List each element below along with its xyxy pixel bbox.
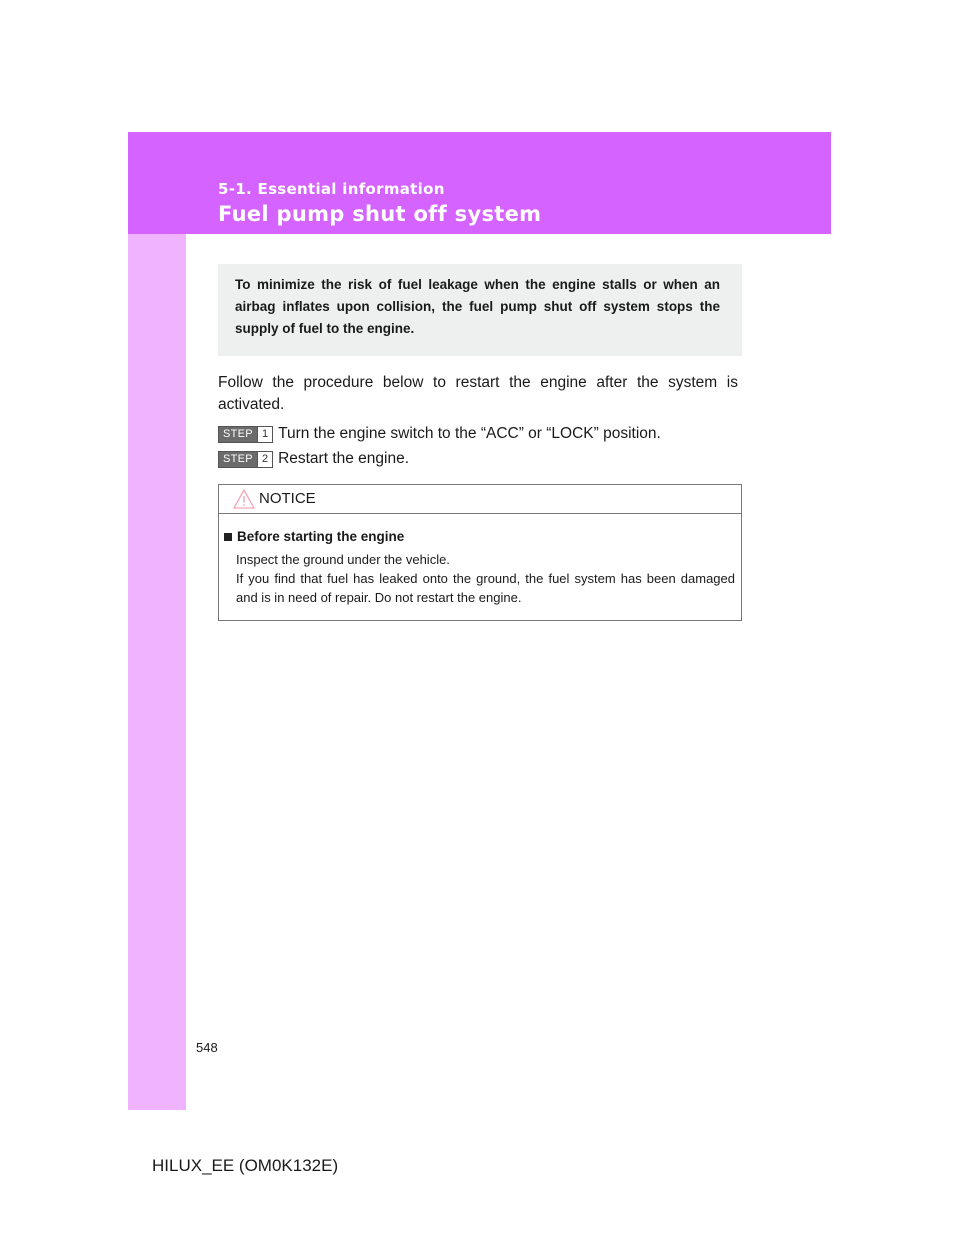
side-band (128, 132, 186, 1110)
notice-heading (224, 527, 735, 546)
notice-body (219, 514, 741, 607)
notice-header (219, 485, 741, 514)
step-text: Restart the engine. (278, 450, 410, 467)
step-1 (218, 425, 661, 443)
notice-title: NOTICE (259, 490, 316, 507)
page-number: 548 (196, 1040, 218, 1055)
warning-triangle-icon (232, 488, 256, 510)
intro-box: To minimize the risk of fuel leakage when the engine stalls or when an airbag inflates upon collision, the fuel pump shut off system stops the supply of fuel to the engine. (218, 264, 742, 356)
step-badge (218, 426, 273, 443)
step-text: Turn the engine switch to the “ACC” or “LOCK” position. (278, 425, 661, 442)
footer-code: HILUX_EE (OM0K132E) (152, 1156, 339, 1175)
step-2 (218, 450, 409, 468)
page-title: Fuel pump shut off system (218, 202, 542, 226)
step-badge-number: 2 (257, 452, 272, 467)
page-header (128, 132, 831, 234)
square-bullet-icon (224, 533, 232, 541)
step-badge-label: STEP (219, 427, 257, 442)
body-paragraph: Follow the procedure below to restart the engine after the system is activated. (218, 374, 738, 413)
notice-line-1: Inspect the ground under the vehicle. (236, 552, 450, 567)
notice-heading-text: Before starting the engine (237, 529, 405, 544)
notice-line-2: If you find that fuel has leaked onto the ground, the fuel system has been damaged and is in need of repair. Do not restart the engine. (236, 571, 735, 605)
section-label: 5-1. Essential information (218, 180, 445, 198)
step-badge-label: STEP (219, 452, 257, 467)
notice-box (218, 484, 742, 621)
step-badge (218, 451, 273, 468)
step-badge-number: 1 (257, 427, 272, 442)
